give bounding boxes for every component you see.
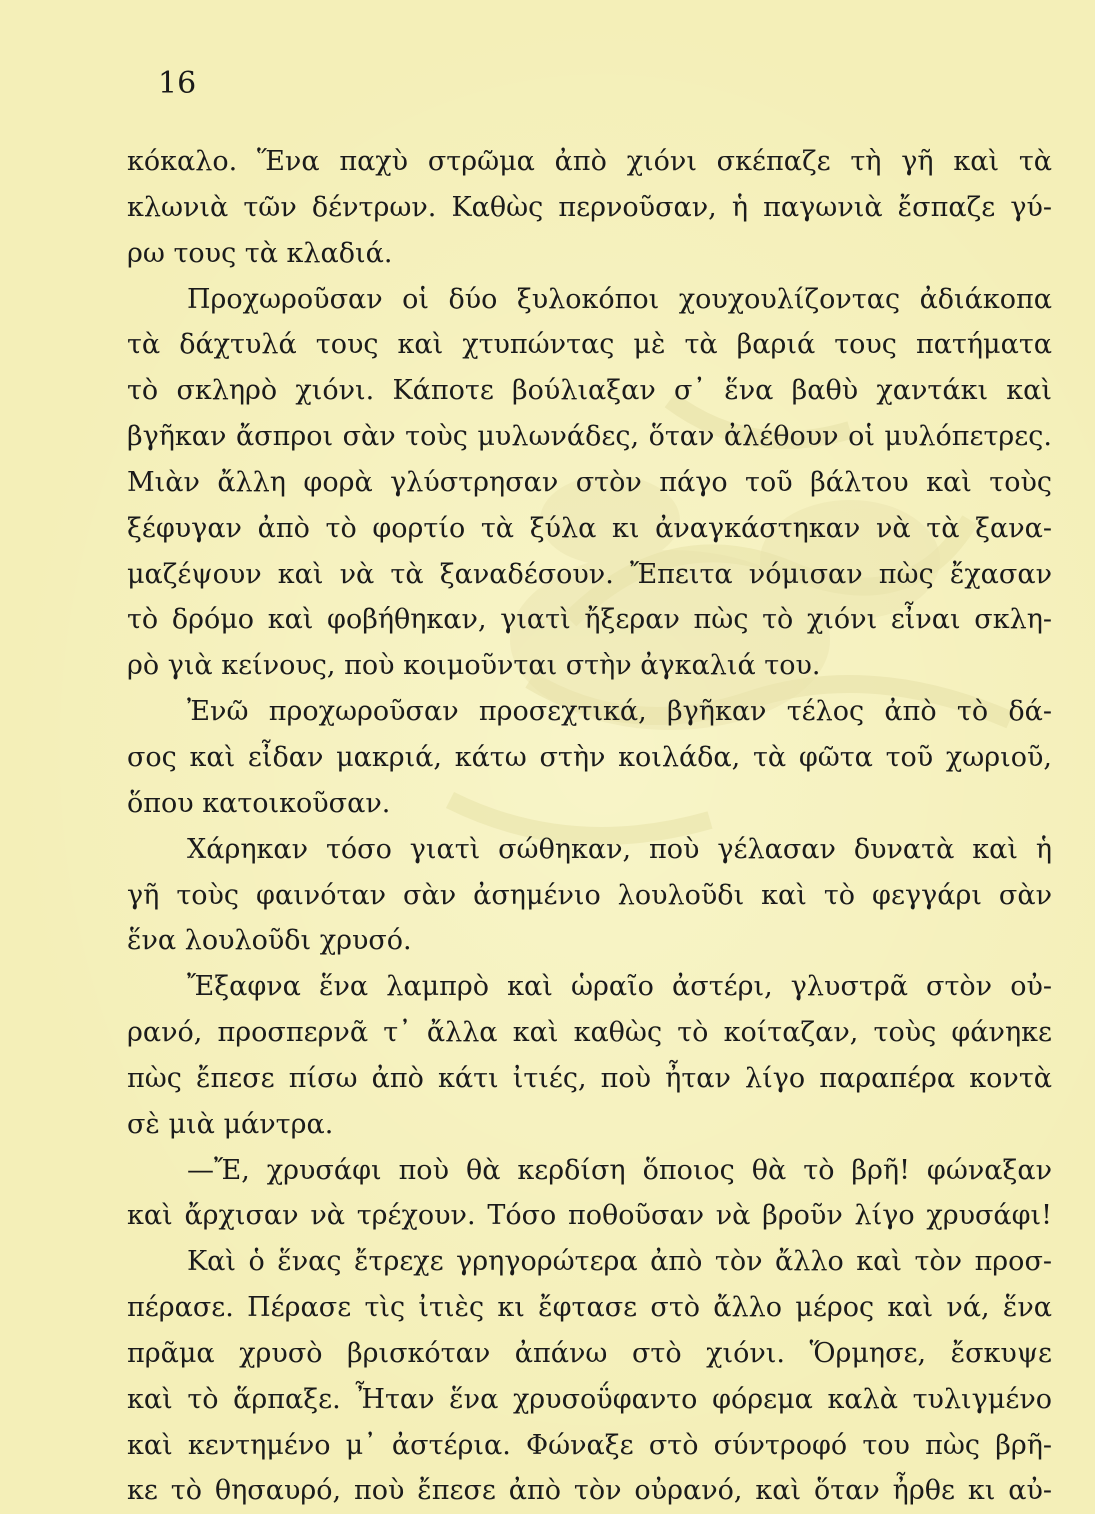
text-line: κόκαλο. Ἕνα παχὺ στρῶμα ἀπὸ χιόνι σκέπαζε τὴ γῆ καὶ τὰ bbox=[127, 146, 1052, 177]
text-line: καὶ τὸ ἅρπαξε. Ἦταν ἕνα χρυσοΰφαντο φόρεμα καλὰ τυλιγμένο bbox=[127, 1383, 1052, 1415]
text-line: πὼς ἔπεσε πίσω ἀπὸ κάτι ἰτιές, ποὺ ἦταν λίγο παραπέρα κοντὰ bbox=[127, 1062, 1052, 1094]
text-line: ρὸ γιὰ κείνους, ποὺ κοιμοῦνται στὴν ἀγκαλιά του. bbox=[127, 650, 821, 682]
text-line: ὅπου κατοικοῦσαν. bbox=[127, 787, 391, 819]
text-line: πρᾶμα χρυσὸ βρισκόταν ἀπάνω στὸ χιόνι. Ὅρμησε, ἔσκυψε bbox=[127, 1337, 1052, 1369]
text-line: τὸ σκληρὸ χιόνι. Κάποτε βούλιαξαν σ᾽ ἕνα βαθὺ χαντάκι καὶ bbox=[127, 375, 1052, 407]
text-line: βγῆκαν ἄσπροι σὰν τοὺς μυλωνάδες, ὅταν ἀλέθουν οἱ μυλόπετρες. bbox=[127, 421, 1052, 453]
page-number: 16 bbox=[158, 66, 197, 101]
text-line: ξέφυγαν ἀπὸ τὸ φορτίο τὰ ξύλα κι ἀναγκάστηκαν νὰ τὰ ξανα- bbox=[127, 512, 1052, 544]
text-line: τὰ δάχτυλά τους καὶ χτυπώντας μὲ τὰ βαριά τους πατήματα bbox=[127, 329, 1052, 361]
text-line: Ἐνῶ προχωροῦσαν προσεχτικά, βγῆκαν τέλος ἀπὸ τὸ δά- bbox=[187, 696, 1052, 728]
text-line: Προχωροῦσαν οἱ δύο ξυλοκόποι χουχουλίζοντας ἀδιάκοπα bbox=[187, 283, 1052, 315]
text-line: μαζέψουν καὶ νὰ τὰ ξαναδέσουν. Ἔπειτα νόμισαν πὼς ἔχασαν bbox=[127, 558, 1052, 590]
text-line: Χάρηκαν τόσο γιατὶ σώθηκαν, ποὺ γέλασαν δυνατὰ καὶ ἡ bbox=[187, 833, 1052, 865]
text-line: κε τὸ θησαυρό, ποὺ ἔπεσε ἀπὸ τὸν οὐρανό, καὶ ὅταν ἦρθε κι αὐ- bbox=[127, 1475, 1052, 1507]
text-line: ρανό, προσπερνᾶ τ᾽ ἄλλα καὶ καθὼς τὸ κοίταζαν, τοὺς φάνηκε bbox=[127, 1017, 1052, 1049]
text-line: ἕνα λουλοῦδι χρυσό. bbox=[127, 925, 412, 957]
text-line: Μιὰν ἄλλη φορὰ γλύστρησαν στὸν πάγο τοῦ βάλτου καὶ τοὺς bbox=[127, 466, 1052, 498]
text-line: σὲ μιὰ μάντρα. bbox=[127, 1108, 334, 1140]
text-line: καὶ ἄρχισαν νὰ τρέχουν. Τόσο ποθοῦσαν νὰ βροῦν λίγο χρυσάφι! bbox=[127, 1200, 1052, 1232]
text-line: γῆ τοὺς φαινόταν σὰν ἀσημένιο λουλοῦδι καὶ τὸ φεγγάρι σὰν bbox=[127, 879, 1052, 911]
text-line: τὸ δρόμο καὶ φοβήθηκαν, γιατὶ ἤξεραν πὼς τὸ χιόνι εἶναι σκλη- bbox=[127, 604, 1052, 636]
text-line: καὶ κεντημένο μ᾽ ἀστέρια. Φώναξε στὸ σύντροφό του πὼς βρῆ- bbox=[127, 1429, 1052, 1461]
text-line: Ἔξαφνα ἕνα λαμπρὸ καὶ ὡραῖο ἀστέρι, γλυστρᾶ στὸν οὐ- bbox=[187, 971, 1052, 1003]
text-line: Καὶ ὁ ἕνας ἔτρεχε γρηγορώτερα ἀπὸ τὸν ἄλλο καὶ τὸν προσ- bbox=[187, 1246, 1052, 1278]
text-line: σος καὶ εἶδαν μακριά, κάτω στὴν κοιλάδα, τὰ φῶτα τοῦ χωριοῦ, bbox=[127, 741, 1052, 773]
text-line: πέρασε. Πέρασε τὶς ἰτιὲς κι ἔφτασε στὸ ἄλλο μέρος καὶ νά, ἕνα bbox=[127, 1292, 1052, 1324]
body-text bbox=[127, 139, 1052, 1514]
text-line: —Ἔ, χρυσάφι ποὺ θὰ κερδίση ὅποιος θὰ τὸ βρῆ! φώναξαν bbox=[187, 1154, 1052, 1186]
text-line: ρω τους τὰ κλαδιά. bbox=[127, 237, 393, 269]
text-line: κλωνιὰ τῶν δέντρων. Καθὼς περνοῦσαν, ἡ παγωνιὰ ἔσπαζε γύ- bbox=[127, 191, 1052, 223]
